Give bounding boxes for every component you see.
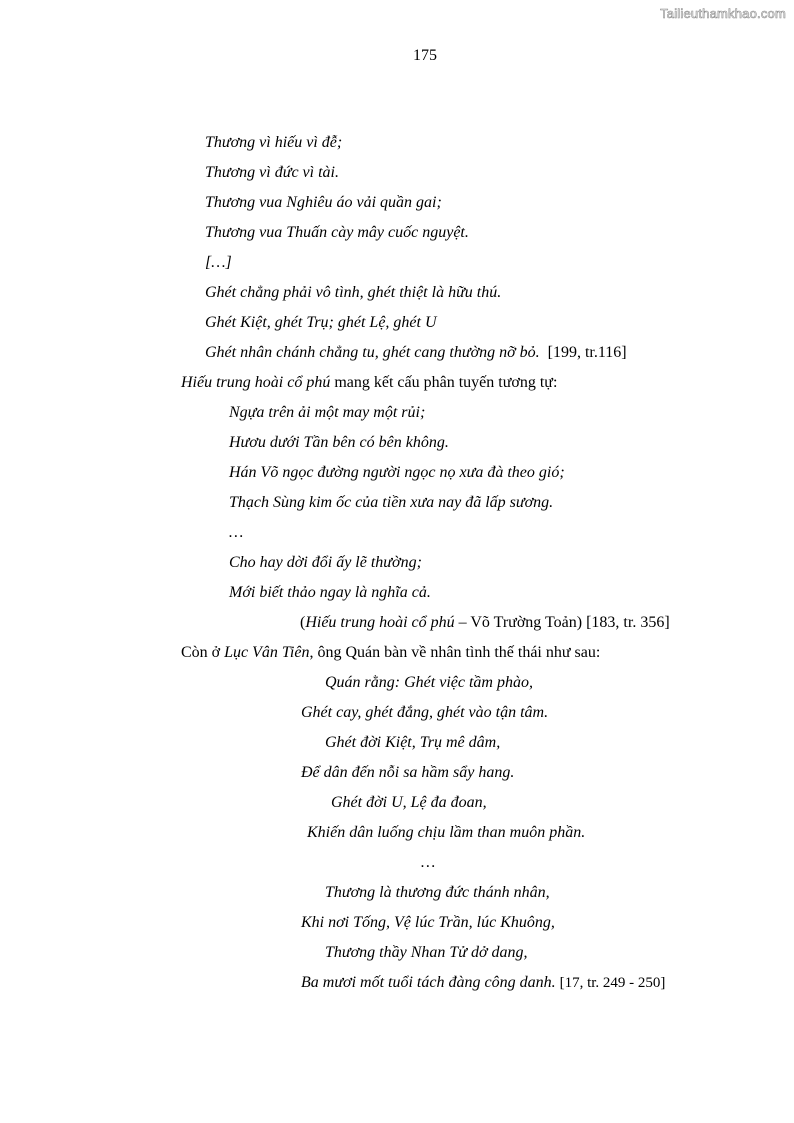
verse-line: Ghét Kiệt, ghét Trụ; ghét Lệ, ghét U xyxy=(205,314,437,331)
paragraph-text: , ông Quán bàn về nhân tình thế thái như sau: xyxy=(309,644,601,661)
verse-line: Ghét đời Kiệt, Trụ mê dâm, xyxy=(325,734,501,751)
verse-line: Thương là thương đức thánh nhân, xyxy=(325,884,550,901)
verse-line: Ngựa trên ải một may một rủi; xyxy=(229,404,426,421)
verse-line: Thương vua Nghiêu áo vải quần gai; xyxy=(205,194,442,211)
verse-line: Thương vì đức vì tài. xyxy=(205,164,339,181)
paragraph xyxy=(181,373,557,393)
paragraph-text: Còn ở xyxy=(181,644,225,661)
verse-line: Cho hay dời đổi ấy lẽ thường; xyxy=(229,554,422,571)
verse-line: Thương vì hiếu vì đễ; xyxy=(205,134,343,151)
verse-line: Thương vua Thuấn cày mây cuốc nguyệt. xyxy=(205,224,469,241)
verse-line: Hán Võ ngọc đường người ngọc nọ xưa đà theo gió; xyxy=(229,464,565,481)
verse-line-with-citation xyxy=(301,973,665,993)
citation: – Võ Trường Toản) [183, tr. 356] xyxy=(454,614,670,631)
verse-line: Thạch Sùng kim ốc của tiền xưa nay đã lấp sương. xyxy=(229,494,554,511)
citation: [17, tr. 249 - 250] xyxy=(559,975,666,991)
page-number: 175 xyxy=(413,47,437,64)
verse-line: Quán rằng: Ghét việc tầm phào, xyxy=(325,674,533,691)
verse-line: Mới biết thảo ngay là nghĩa cả. xyxy=(229,584,431,601)
paragraph xyxy=(181,643,600,663)
paren-open: ( xyxy=(300,614,306,631)
paragraph-text: mang kết cấu phân tuyến tương tự: xyxy=(330,374,558,391)
verse-line: … xyxy=(421,854,436,871)
watermark: Tailieuthamkhao.com xyxy=(660,6,786,21)
verse-line: Khi nơi Tống, Vệ lúc Trần, lúc Khuông, xyxy=(301,914,555,931)
verse-line: Thương thầy Nhan Tử dở dang, xyxy=(325,944,528,961)
verse-text: Ba mươi mốt tuổi tách đàng công danh. xyxy=(301,974,556,991)
verse-line: Hươu dưới Tần bên có bên không. xyxy=(229,434,449,451)
work-title: Hiếu trung hoài cổ phú xyxy=(305,614,455,631)
verse-line: […] xyxy=(205,254,232,271)
source-citation xyxy=(300,613,670,633)
work-title: Hiếu trung hoài cổ phú xyxy=(181,374,331,391)
verse-line: Ghét chẳng phải vô tình, ghét thiệt là hữu thú. xyxy=(205,284,502,301)
verse-line: Khiến dân luống chịu lầm than muôn phần. xyxy=(307,824,586,841)
verse-line: Ghét cay, ghét đắng, ghét vào tận tâm. xyxy=(301,704,549,721)
verse-line: … xyxy=(229,524,244,541)
citation: [199, tr.116] xyxy=(547,344,627,361)
work-title: Lục Vân Tiên xyxy=(224,644,310,661)
verse-line: Để dân đến nỗi sa hầm sẩy hang. xyxy=(301,764,515,781)
verse-line: Ghét đời U, Lệ đa đoan, xyxy=(331,794,487,811)
verse-line-with-citation xyxy=(205,343,627,363)
verse-text: Ghét nhân chánh chẳng tu, ghét cang thường nỡ bỏ. xyxy=(205,344,540,361)
